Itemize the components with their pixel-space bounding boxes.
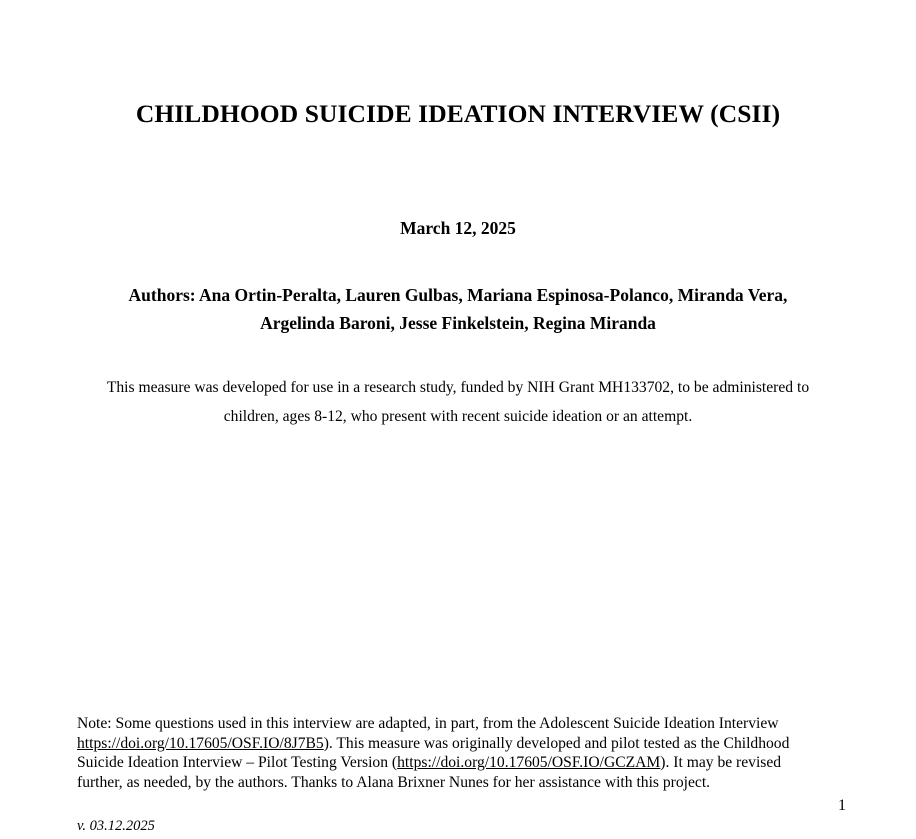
- funding-line-1: This measure was developed for use in a research study, funded by NIH Grant MH133702, to be administered to: [106, 379, 810, 396]
- note-line-2-text: ). This measure was originally developed and pilot tested as the Childhood: [323, 734, 790, 752]
- funding-statement: [40, 373, 876, 431]
- authors-line-2: Argelinda Baroni, Jesse Finkelstein, Regina Miranda: [260, 313, 656, 333]
- footnote-block: [77, 714, 857, 792]
- version-label: v. 03.12.2025: [77, 818, 155, 834]
- note-line-1: Note: Some questions used in this interview are adapted, in part, from the Adolescent Suicide Ideation Interview: [77, 715, 779, 732]
- authors-block: [60, 281, 856, 337]
- note-line-3: [77, 753, 857, 773]
- note-line-4: further, as needed, by the authors. Thanks to Alana Brixner Nunes for her assistance with this project.: [77, 773, 711, 791]
- funding-line-2: children, ages 8-12, who present with recent suicide ideation or an attempt.: [223, 408, 693, 425]
- asii-doi-link[interactable]: https://doi.org/10.17605/OSF.IO/8J7B5: [77, 734, 324, 752]
- page-number: 1: [838, 797, 846, 814]
- note-line-3-text: Suicide Ideation Interview – Pilot Testing Version (: [77, 754, 398, 771]
- note-line-3-tail: ). It may be revised: [660, 754, 782, 771]
- document-title: CHILDHOOD SUICIDE IDEATION INTERVIEW (CSII): [135, 99, 781, 128]
- authors-line-1: Authors: Ana Ortin-Peralta, Lauren Gulbas, Mariana Espinosa-Polanco, Miranda Vera,: [128, 285, 788, 305]
- note-line-2: [77, 734, 857, 754]
- document-date: March 12, 2025: [400, 218, 516, 238]
- pilot-doi-link[interactable]: https://doi.org/10.17605/OSF.IO/GCZAM: [397, 754, 661, 771]
